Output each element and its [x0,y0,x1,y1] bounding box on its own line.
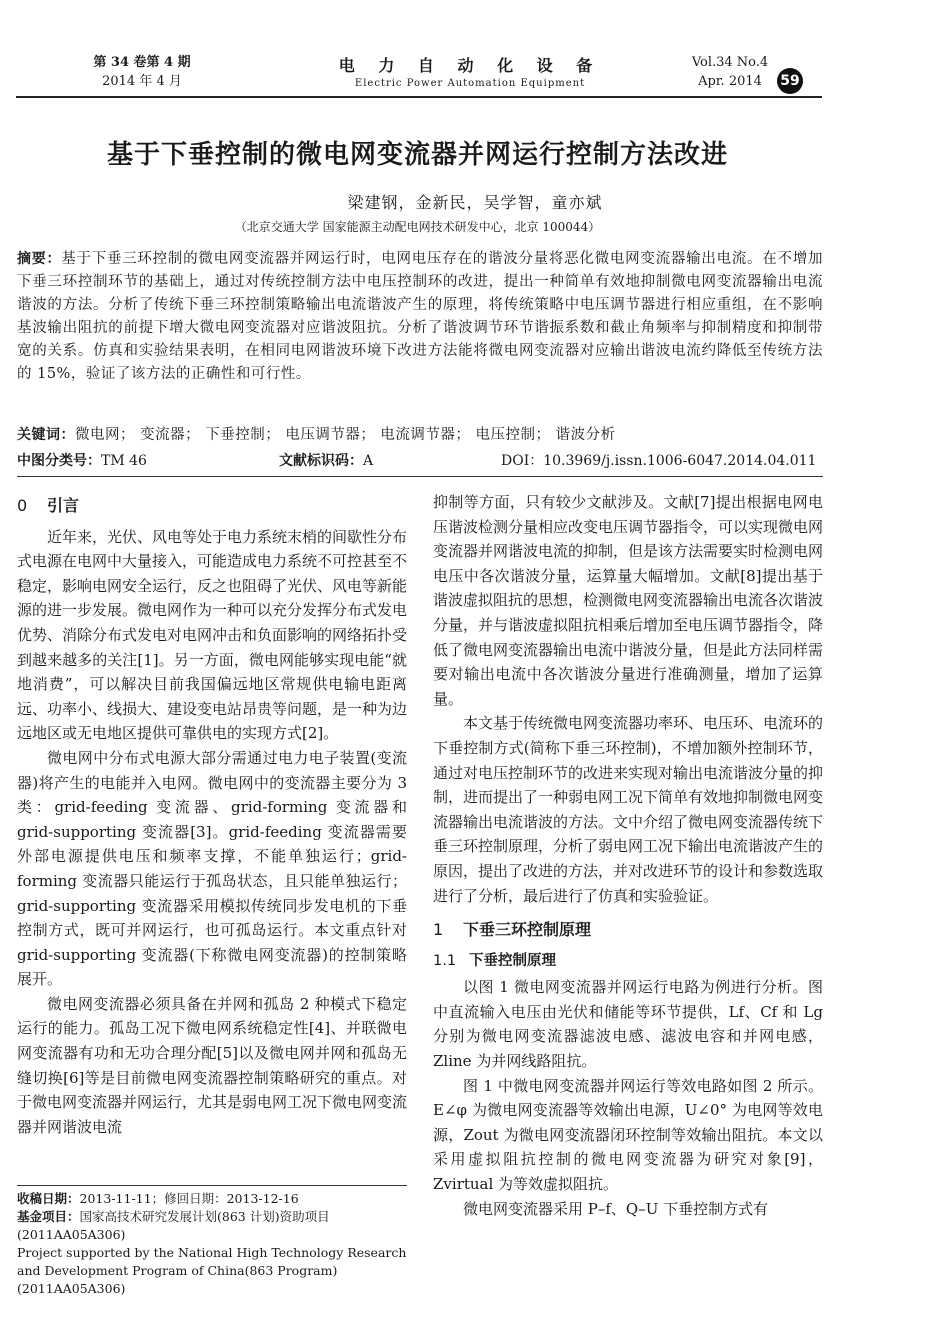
paragraph-7: 图 1 中微电网变流器并网运行等效电路如图 2 所示。E∠φ 为微电网变流器等效输出电源，U∠0° 为电网等效电源，Zout 为微电网变流器闭环控制等效输出阻抗。本文以采用虚拟阻抗控制的微电网变流器为研究对象[9]，Zvirtual 为等效虚拟阻抗。 [433,1076,823,1194]
footnote-rule [17,1185,407,1186]
section-0-heading [17,494,407,519]
paragraph-8: 微电网变流器采用 P–f、Q–U 下垂控制方式有 [463,1199,769,1218]
section-1-1-number: 1.1 [433,952,457,969]
fund-cn [17,1208,407,1244]
paragraph-1: 近年来，光伏、风电等处于电力系统末梢的间歇性分布式电源在电网中大量接入，可能造成电力系统不可控甚至不稳定，影响电网安全运行，反之也阻碍了光伏、风电等新能源的进一步发展。微电网作为一种可以充分发挥分布式发电优势、消除分布式发电对电网冲击和负面影响的网络拓扑受到越来越多的关注[1]。另一方面，微电网能够实现电能“就地消费”，可以解决目前我国偏远地区常规供电输电距离远、功率小、线损大、建设变电站昂贵等问题，是一种为边远地区或无电地区提供可靠供电的实现方式[2]。 [17,527,408,743]
abstract-text: 基于下垂三环控制的微电网变流器并网运行时，电网电压存在的谐波分量将恶化微电网变流器输出电流。在不增加下垂三环控制环节的基础上，通过对传统控制方法中电压控制环的改进，提出一种简单有效地抑制微电网变流器输出电流谐波的方法。分析了传统下垂三环控制策略输出电流谐波产生的原理，将传统策略中电压调节器进行相应重组，在不影响基波输出阻抗的前提下增大微电网变流器对应谐波阻抗。分析了谐波调节环节谐振系数和截止角频率与抑制精度和抑制带宽的关系。仿真和实验结果表明，在相同电网谐波环境下改进方法能将微电网变流器对应输出谐波电流约降低至传统方法的 15%，验证了该方法的正确性和可行性。 [17,251,824,382]
section-1-number: 1 [433,920,444,940]
doi: DOI：10.3969/j.issn.1006-6047.2014.04.011 [501,453,817,469]
header-right [690,53,770,91]
footnotes [17,1185,407,1298]
clc-value: TM 46 [101,453,147,469]
section-1-1-title: 下垂控制原理 [469,952,556,969]
date-en: Apr. 2014 [698,74,762,89]
received-dates [17,1190,407,1208]
page-number-badge: 59 [777,68,803,94]
received-label: 收稿日期： [17,1191,80,1206]
clc-label: 中图分类号： [17,453,101,469]
clc [17,450,147,472]
doc-value: A [363,453,374,469]
paragraph-2: 微电网中分布式电源大部分需通过电力电子装置(变流器)将产生的电能并入电网。微电网中的变流器主要分为 3 类：grid-feeding 变流器、grid-forming 变流器和 grid-supporting 变流器[3]。grid-feeding 变流器需要外部电源提供电压和频率支撑，不能单独运行；grid-forming 变流器只能运行于孤岛状态，且只能单独运行；grid-supporting 变流器采用模拟传统同步发电机的下垂控制方式，既可并网运行，也可孤岛运行。本文重点针对 grid-supporting 变流器(下称微电网变流器)的控制策略展开。 [17,748,407,989]
abstract-label: 摘要： [17,251,62,267]
section-0-title: 引言 [47,496,80,515]
doc-code [279,450,373,472]
classification-line [17,450,823,472]
journal-cn: 电 力 自 动 化 设 备 [338,56,602,75]
volume-cn: 第 34 卷第 4 期 [93,55,191,70]
section-1-heading [433,918,823,943]
journal-en: Electric Power Automation Equipment [354,78,586,89]
paragraph-6: 以图 1 微电网变流器并网运行电路为例进行分析。图中直流输入电压由光伏和储能等环节提供，Lf、Cf 和 Lg 分别为微电网变流器滤波电感、滤波电容和并网电感，Zline 为并网线路阻抗。 [433,978,823,1071]
volume-en: Vol.34 No.4 [691,55,769,70]
date-cn: 2014 年 4 月 [102,74,182,89]
affiliation: （北京交通大学 国家能源主动配电网技术研发中心，北京 100044） [234,220,601,234]
paragraph-5: 本文基于传统微电网变流器功率环、电压环、电流环的下垂控制方式(简称下垂三环控制)，不增加额外控制环节，通过对电压控制环节的改进来实现对输出电流谐波分量的抑制，进而提出了一种弱电网工况下简单有效地抑制微电网变流器输出电流谐波的方法。文中介绍了微电网变流器传统下垂三环控制原理，分析了弱电网工况下输出电流谐波产生的原因，提出了改进的方法，并对改进环节的设计和参数选取进行了分析，最后进行了仿真和实验验证。 [433,714,824,905]
fund-cn-text: 国家高技术研究发展计划(863 计划)资助项目(2011AA05A306) [17,1209,330,1242]
paper-title: 基于下垂控制的微电网变流器并网运行控制方法改进 [106,140,728,170]
section-1-title: 下垂三环控制原理 [463,920,592,940]
section-0-number: 0 [17,496,28,515]
right-column [433,490,823,1221]
received-value: 2013-11-11；修回日期：2013-12-16 [79,1191,299,1206]
header-left [72,53,212,91]
fund-en: Project supported by the National High Technology Research and Development Program of China(863 Program)(2011AA05A306) [17,1245,407,1296]
authors: 梁建钢，金新民，吴学智，童亦斌 [347,193,603,212]
journal-name [300,53,640,89]
left-column [17,490,407,1139]
paragraph-3: 微电网变流器必须具备在并网和孤岛 2 种模式下稳定运行的能力。孤岛工况下微电网系统稳定性[4]、并联微电网变流器有功和无功合理分配[5]以及微电网并网和孤岛无缝切换[6]等是目前微电网变流器控制策略研究的重点。对于微电网变流器并网运行，尤其是弱电网工况下微电网变流器并网谐波电流 [17,994,408,1136]
abstract [17,248,823,386]
keywords [17,424,823,446]
paragraph-4: 抑制等方面，只有较少文献涉及。文献[7]提出根据电网电压谐波检测分量相应改变电压调节器指令，可以实现微电网变流器并网谐波电流的抑制，但是该方法需要实时检测电网电压中各次谐波分量，运算量大幅增加。文献[8]提出基于谐波虚拟阻抗的思想，检测微电网变流器输出电流各次谐波分量，并与谐波虚拟阻抗相乘后增加至电压调节器指令，降低了微电网变流器输出电流中谐波分量，但是此方法同样需要对输出电流中各次谐波分量进行准确测量，增加了运算量。 [433,493,824,708]
section-1-1-heading [433,949,823,974]
header-rule [16,96,822,98]
keywords-text: 微电网； 变流器； 下垂控制； 电压调节器； 电流调节器； 电压控制； 谐波分析 [75,427,616,443]
fund-label: 基金项目： [17,1209,80,1224]
abstract-separator [17,476,823,477]
doc-label: 文献标识码： [279,453,363,469]
keywords-label: 关键词： [17,427,75,443]
